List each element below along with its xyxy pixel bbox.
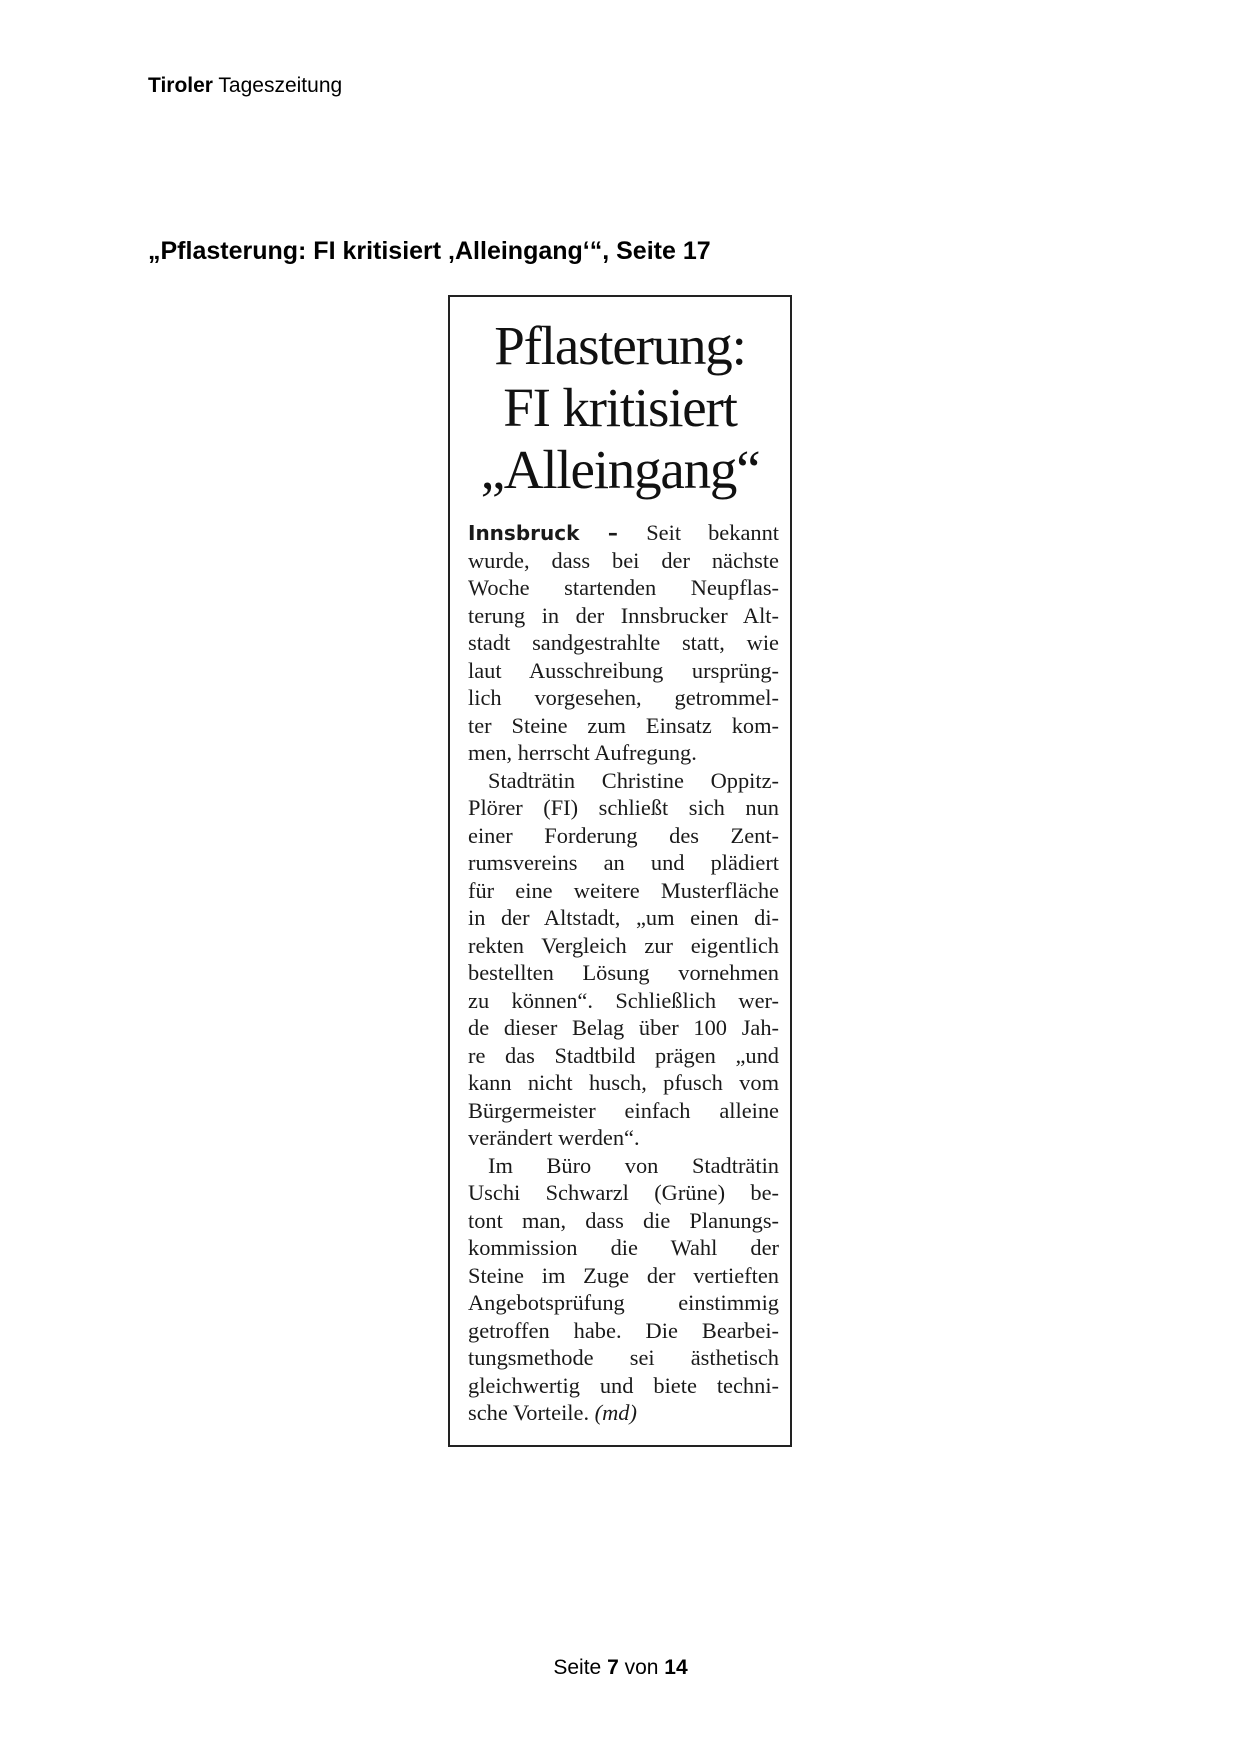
body-line: rekten Vergleich zur eigentlich (468, 932, 779, 958)
body-line: Stadträtin Christine Oppitz- (488, 767, 779, 793)
article-headline (450, 315, 790, 501)
body-line-text: Seit bekannt (646, 520, 779, 545)
body-line: verändert werden“. (468, 1125, 640, 1150)
page-number-current: 7 (607, 1656, 619, 1679)
body-line: Uschi Schwarzl (Grüne) be- (468, 1180, 779, 1205)
headline-line-1: Pflasterung: (494, 315, 746, 376)
body-line: Angebotsprüfung einstimmig (468, 1290, 779, 1315)
body-line: kommission die Wahl der (468, 1235, 779, 1260)
body-line-text: sche Vorteile. (468, 1400, 590, 1425)
body-line: in der Altstadt, „um einen di- (468, 905, 779, 930)
publication-name (148, 74, 342, 98)
publication-name-bold: Tiroler (148, 74, 213, 97)
body-line: Steine im Zuge der vertieften (468, 1262, 779, 1288)
body-line: Woche startenden Neupflas- (468, 575, 779, 600)
body-line: Plörer (FI) schließt sich nun (468, 795, 779, 820)
body-line: tont man, dass die Planungs- (468, 1207, 779, 1233)
body-line: men, herrscht Aufregung. (468, 740, 697, 765)
body-line: laut Ausschreibung ursprüng- (468, 657, 779, 683)
body-line: lich vorgesehen, getrommel- (468, 685, 779, 710)
body-line: de dieser Belag über 100 Jah- (468, 1015, 779, 1040)
headline-line-2: FI kritisiert (503, 377, 737, 438)
article-body (468, 519, 779, 1427)
body-line (468, 519, 779, 547)
body-line: für eine weitere Musterfläche (468, 877, 779, 903)
page-number-total: 14 (664, 1656, 688, 1679)
page-number-prefix: Seite (553, 1656, 608, 1679)
body-line: re das Stadtbild prägen „und (468, 1042, 779, 1068)
body-line: stadt sandgestrahlte statt, wie (468, 630, 779, 655)
article-dateline: Innsbruck (468, 521, 580, 545)
body-line: einer Forderung des Zent- (468, 822, 779, 848)
page-number (0, 1656, 1241, 1680)
body-line: kann nicht husch, pfusch vom (468, 1070, 779, 1095)
body-line: rumsvereins an und plädiert (468, 850, 779, 875)
page-number-middle: von (618, 1656, 665, 1679)
body-line: wurde, dass bei der nächste (468, 547, 779, 573)
body-line: zu können“. Schließlich wer- (468, 987, 779, 1013)
body-line: terung in der Innsbrucker Alt- (468, 602, 779, 628)
body-line: getroffen habe. Die Bearbei- (468, 1317, 779, 1343)
headline-line-3: „Alleingang“ (480, 439, 760, 500)
body-line: Bürgermeister einfach alleine (468, 1097, 779, 1123)
body-line: Im Büro von Stadträtin (488, 1152, 779, 1178)
article-author: (md) (594, 1400, 637, 1425)
body-line (468, 1399, 779, 1427)
publication-name-rest: Tageszeitung (212, 74, 343, 97)
body-line: bestellten Lösung vornehmen (468, 960, 779, 985)
body-line: ter Steine zum Einsatz kom- (468, 712, 779, 738)
body-line: tungsmethode sei ästhetisch (468, 1345, 779, 1370)
dateline-separator: – (579, 521, 647, 545)
article-clipping (448, 295, 792, 1447)
body-line: gleichwertig und biete techni- (468, 1372, 779, 1398)
document-title: „Pflasterung: FI kritisiert ‚Alleingang‘“, Seite 17 (148, 237, 711, 265)
